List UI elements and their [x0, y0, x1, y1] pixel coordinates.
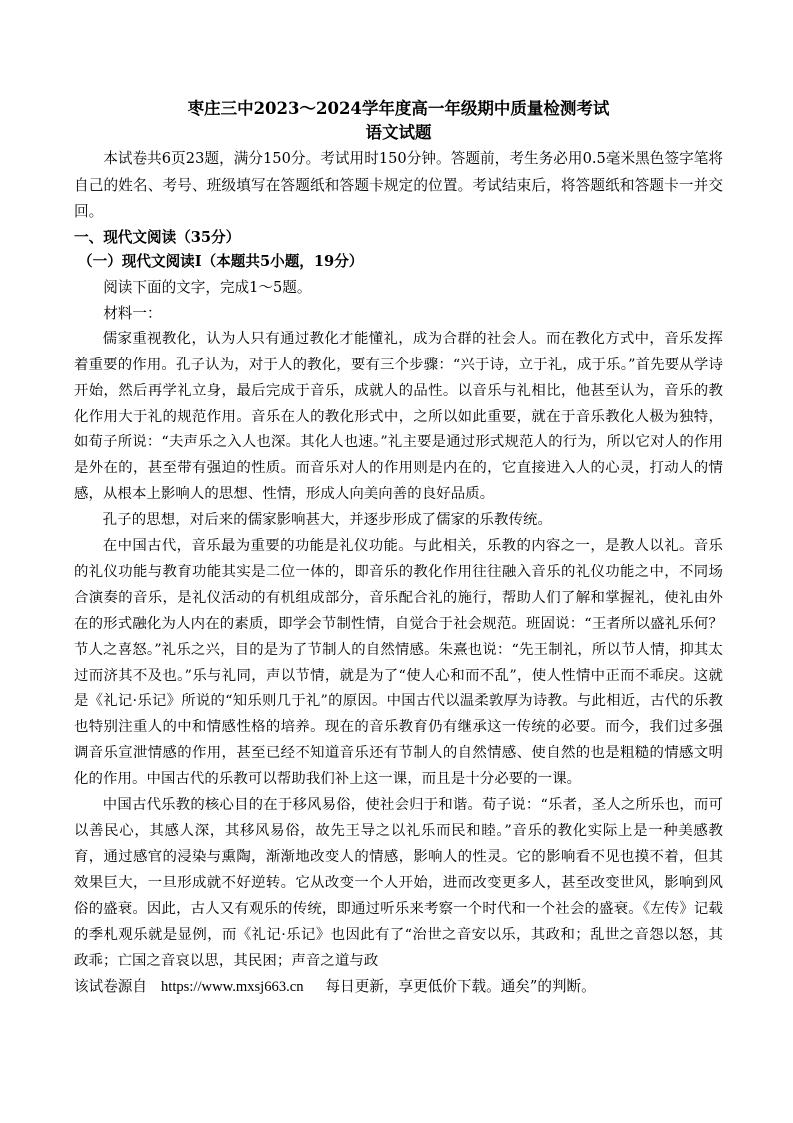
paragraph-1: 儒家重视教化，认为人只有通过教化才能懂礼，成为合群的社会人。而在教化方式中，音乐发挥着重要的作用。孔子认为，对于人的教化，要有三个步骤：“兴于诗，立于礼，成于乐。”首先要从学诗开始，然后再学礼立身，最后完成于音乐，成就人的品性。以音乐与礼相比，他甚至认为，音乐的教化作用大于礼的规范作用。音乐在人的教化形式中，之所以如此重要，就在于音乐教化人极为独特，如荀子所说：“夫声乐之入人也深。其化人也速。”礼主要是通过形式规范人的行为，所以它对人的作用是外在的，甚至带有强迫的性质。而音乐对人的作用则是内在的，它直接进入人的心灵，打动人的情感，从根本上影响人的思想、性情，形成人向美向善的良好品质。: [74, 330, 723, 503]
exam-subtitle: 语文试题: [365, 123, 432, 142]
reading-lead: 阅读下面的文字，完成1～5题。: [103, 278, 312, 296]
exam-title: 枣庄三中2023～2024学年度高一年级期中质量检测考试: [187, 99, 610, 118]
paragraph-3: 在中国古代，音乐最为重要的功能是礼仪功能。与此相关，乐教的内容之一，是教人以礼。音乐的礼仪功能与教育功能其实是二位一体的，即音乐的教化作用往往融入音乐的礼仪功能之中，不同场合演奏的音乐，是礼仪活动的有机组成部分，音乐配合礼的施行，帮助人们了解和掌握礼，使礼由外在的形式融化为人内在的素质，即学会节制性情，自觉合于社会规范。班固说：“王者所以盛礼乐何？节人之喜怒。”礼乐之兴，目的是为了节制人的自然情感。朱熹也说：“先王制礼，所以节人情，抑其太过而济其不及也。”乐与礼同，声以节情，就是为了“使人心和而不乱”，使人性情中正而不乖戾。这就是《礼记·乐记》所说的“知乐则几于礼”的原因。中国古代以温柔敦厚为诗教。与此相近，古代的乐教也特别注重人的中和情感性格的培养。现在的音乐教育仍有继承这一传统的必要。而今，我们过多强调音乐宣泄情感的作用，甚至已经不知道音乐还有节制人的自然情感、使自然的也是粗糙的情感文明化的作用。中国古代的乐教可以帮助我们补上这一课，而且是十分必要的一课。: [74, 538, 723, 788]
instructions: 本试卷共6页23题，满分150分。考试用时150分钟。答题前，考生务必用0.5毫米黑色签字笔将自己的姓名、考号、班级填写在答题纸和答题卡规定的位置。考试结束后，将答题纸和答题卡一并交回。: [74, 150, 723, 221]
footer-suffix: 通矣”的判断。: [500, 978, 596, 996]
exam-page: [74, 97, 723, 1000]
footer-prefix: 该试卷源自: [74, 978, 147, 996]
part-heading: （一）现代文阅读Ⅰ（本题共5小题，19分）: [78, 253, 364, 271]
material-label: 材料一：: [103, 304, 162, 322]
paragraph-2: 孔子的思想，对后来的儒家影响甚大，并逐步形成了儒家的乐教传统。: [102, 512, 553, 529]
footer-middle: 每日更新，享更低价下载。: [325, 978, 501, 996]
footer-line: [74, 974, 723, 1000]
paragraph-4: 中国古代乐教的核心目的在于移风易俗，使社会归于和谐。荀子说：“乐者，圣人之所乐也，而可以善民心，其感人深，其移风易俗，故先王导之以礼乐而民和睦。”音乐的教化实际上是一种美感教育，通过感官的浸染与熏陶，渐渐地改变人的情感，影响人的性灵。它的影响看不见也摸不着，但其效果巨大，一旦形成就不好逆转。它从改变一个人开始，进而改变更多人，甚至改变世风，影响到风俗的盛衰。因此，古人又有观乐的传统，即通过听乐来考察一个时代和一个社会的盛衰。《左传》记载的季札观乐就是显例，而《礼记·乐记》也因此有了“治世之音安以乐，其政和；乱世之音怨以怒，其政乖；亡国之音哀以思，其民困；声音之道与政: [74, 797, 723, 969]
footer-url[interactable]: https://www.mxsj663.cn: [160, 979, 304, 996]
section-heading: 一、现代文阅读（35分）: [74, 228, 241, 246]
